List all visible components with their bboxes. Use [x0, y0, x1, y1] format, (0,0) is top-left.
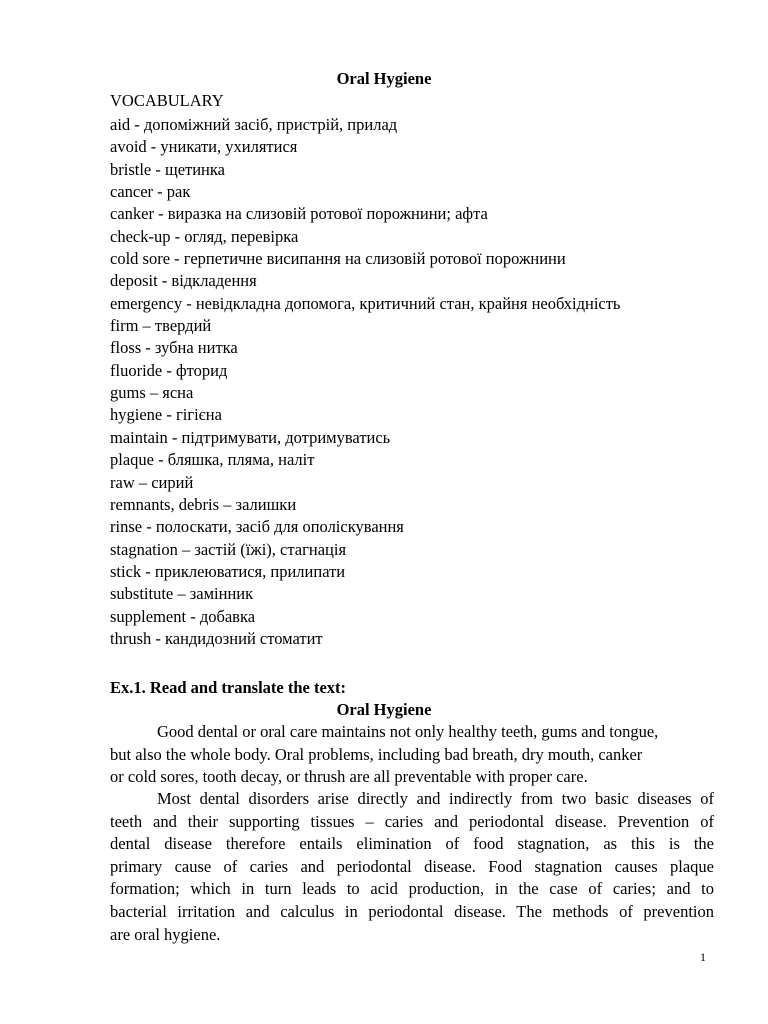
vocabulary-item: cancer - рак	[110, 182, 191, 202]
vocabulary-item: firm – твердий	[110, 316, 212, 336]
vocabulary-item: hygiene - гігієна	[110, 405, 222, 425]
vocabulary-item: substitute – замінник	[110, 584, 254, 604]
vocabulary-item: thrush - кандидозний стоматит	[110, 628, 323, 648]
paragraph-line: Most dental disorders arise directly and indirectly from two basic diseases of	[157, 789, 714, 808]
vocabulary-item: avoid - уникати, ухилятися	[110, 137, 298, 157]
vocabulary-item: cold sore - герпетичне висипання на слизовій ротової порожнини	[110, 249, 566, 269]
text-title: Oral Hygiene	[336, 700, 432, 719]
vocabulary-list	[110, 114, 620, 650]
vocabulary-item: raw – сирий	[110, 472, 194, 492]
page-number: 1	[700, 950, 706, 964]
paragraph-line: Good dental or oral care maintains not only healthy teeth, gums and tongue,	[157, 722, 659, 741]
vocabulary-item: supplement - добавка	[110, 606, 256, 626]
paragraph-line: dental disease therefore entails elimination of food stagnation, as this is the	[110, 834, 714, 854]
vocabulary-item: rinse - полоскати, засіб для ополіскування	[110, 517, 404, 537]
vocabulary-item: plaque - бляшка, пляма, наліт	[110, 450, 315, 470]
vocabulary-item: check-up - огляд, перевірка	[110, 226, 299, 246]
vocabulary-item: emergency - невідкладна допомога, критичний стан, крайня необхідність	[110, 293, 621, 313]
vocabulary-item: maintain - підтримувати, дотримуватись	[110, 427, 391, 447]
vocabulary-item: deposit - відкладення	[110, 271, 257, 291]
exercise-heading: Ex.1. Read and translate the text:	[110, 678, 347, 697]
paragraph-line: primary cause of caries and periodontal disease. Food stagnation causes plaque	[110, 856, 714, 876]
vocabulary-item: gums – ясна	[110, 383, 194, 403]
paragraph-line: bacterial irritation and calculus in periodontal disease. The methods of prevention	[110, 901, 714, 921]
paragraph-line: formation; which in turn leads to acid production, in the case of caries; and to	[110, 879, 714, 899]
page-title: Oral Hygiene	[336, 69, 432, 88]
vocabulary-item: bristle - щетинка	[110, 159, 225, 179]
paragraph-2	[110, 788, 714, 946]
paragraph-1	[110, 721, 714, 789]
vocabulary-item: canker - виразка на слизовій ротової порожнини; афта	[110, 204, 488, 224]
vocabulary-item: stick - приклеюватися, прилипати	[110, 561, 346, 581]
paragraph-line: but also the whole body. Oral problems, including bad breath, dry mouth, canker	[110, 744, 643, 764]
vocabulary-item: remnants, debris – залишки	[110, 494, 297, 514]
paragraph-line: teeth and their supporting tissues – caries and periodontal disease. Prevention of	[110, 811, 714, 831]
vocabulary-item: aid - допоміжний засіб, пристрій, прилад	[110, 115, 398, 134]
vocabulary-item: fluoride - фторид	[110, 360, 228, 380]
vocabulary-item: floss - зубна нитка	[110, 338, 238, 358]
paragraph-line: or cold sores, tooth decay, or thrush are all preventable with proper care.	[110, 767, 588, 786]
vocabulary-item: stagnation – застій (їжі), стагнація	[110, 539, 347, 559]
paragraph-line: are oral hygiene.	[110, 924, 221, 944]
vocabulary-heading: VOCABULARY	[110, 91, 224, 110]
